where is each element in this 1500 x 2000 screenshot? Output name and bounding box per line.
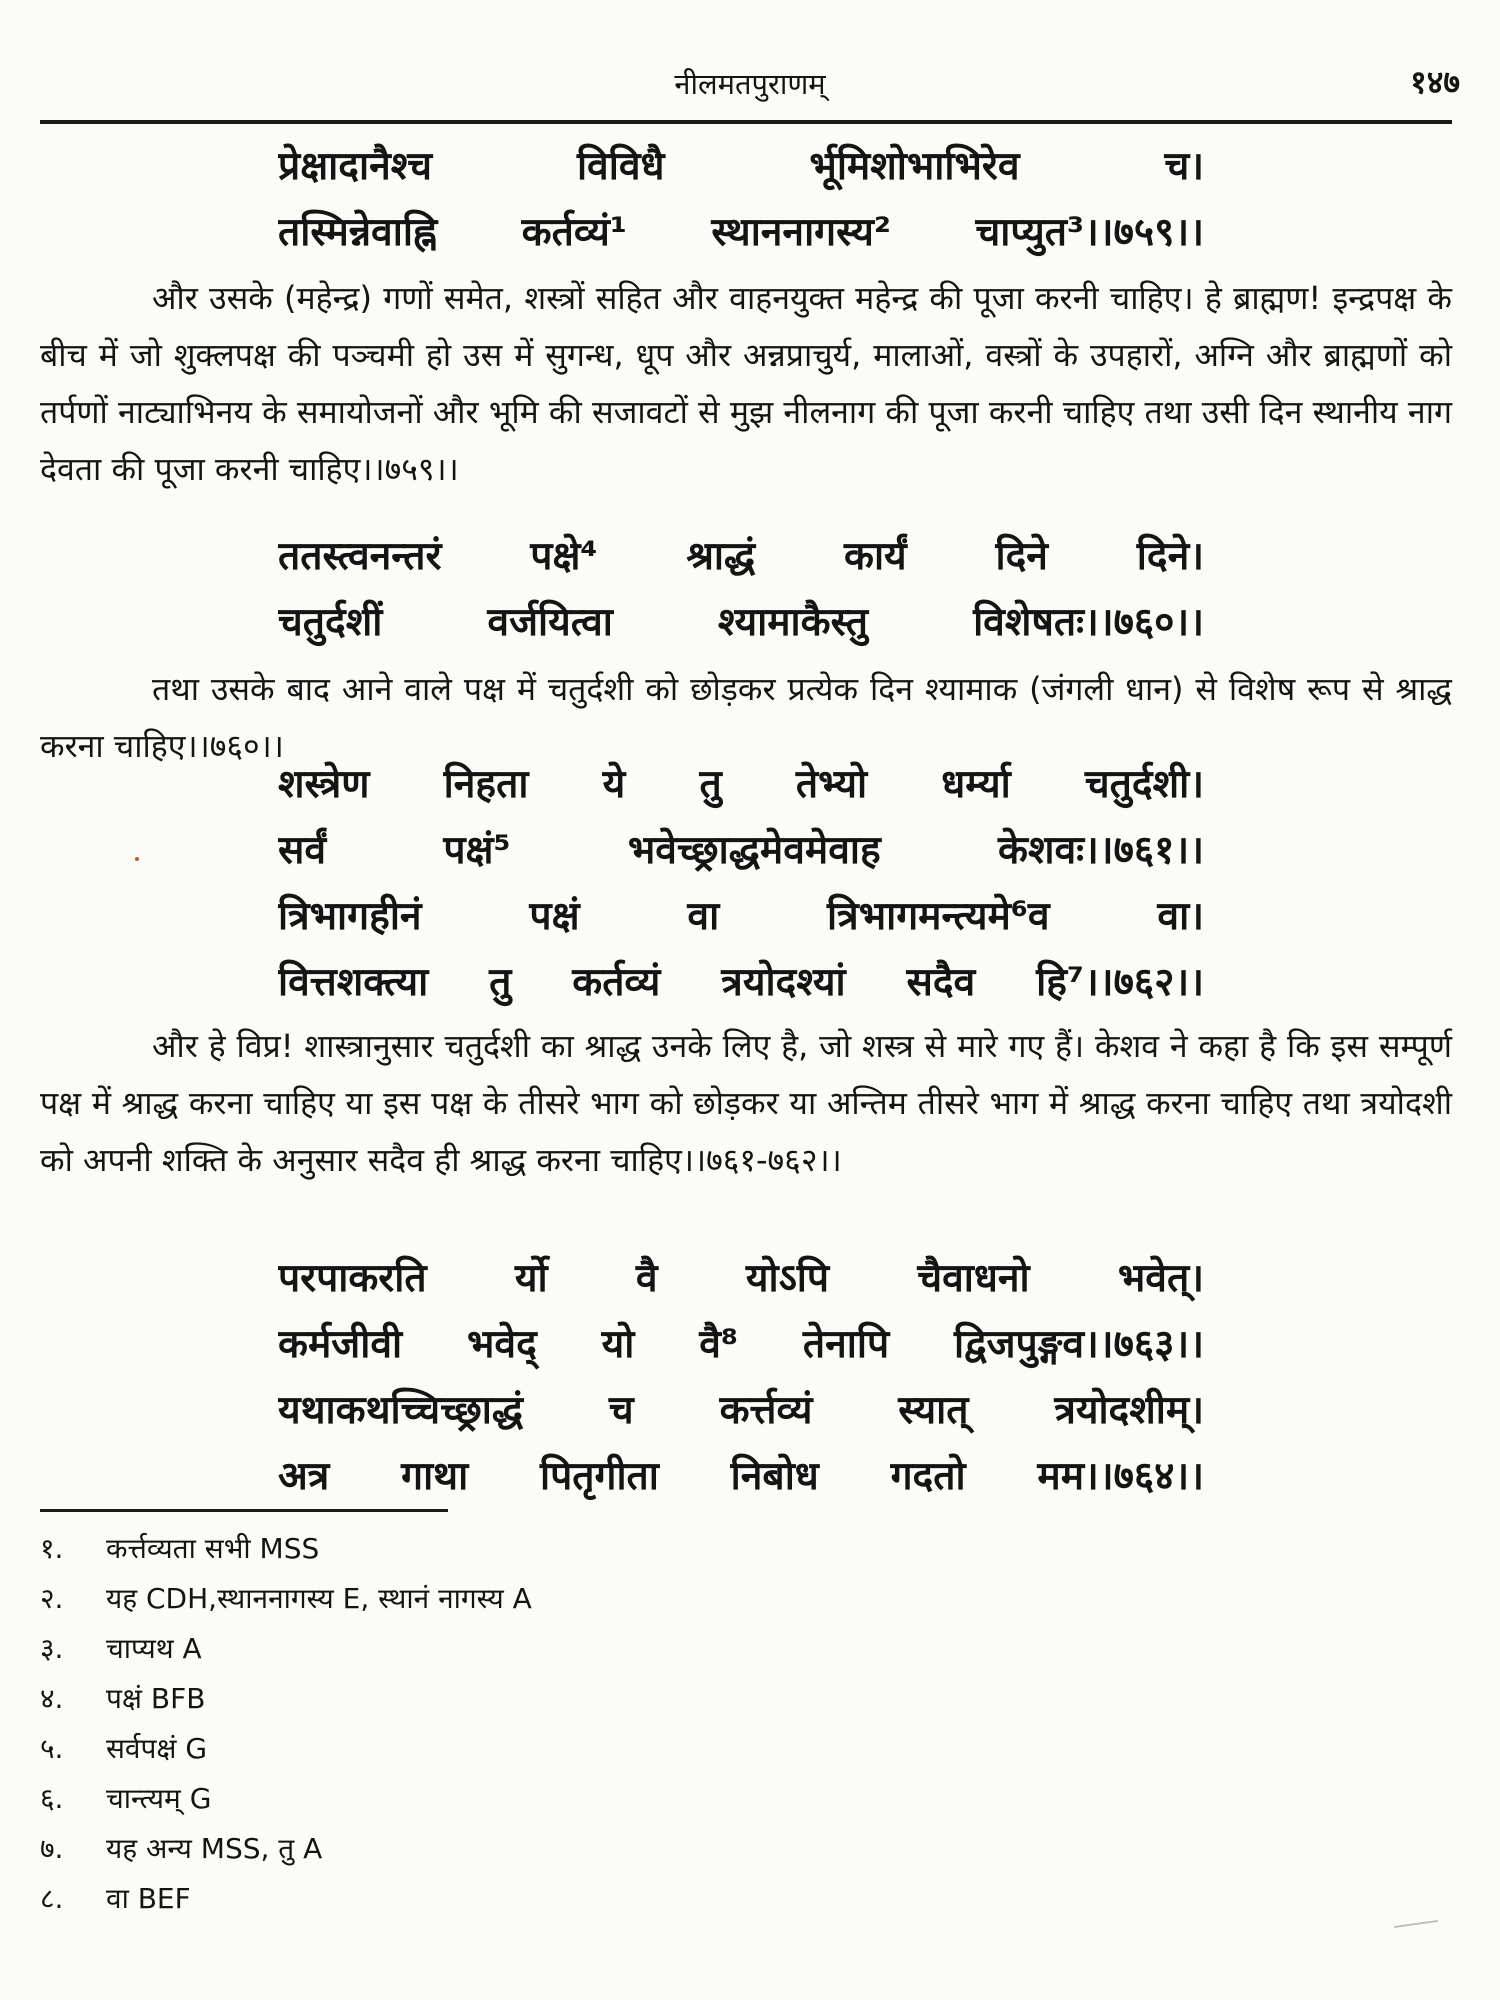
footnote-item — [40, 1524, 940, 1574]
verse-line: चतुर्दशीं वर्जयित्वा श्यामाकैस्तु विशेषतः।।७६०।। — [278, 600, 1204, 645]
footnote-number: ८. — [40, 1882, 64, 1915]
footnote-number: ३. — [40, 1632, 64, 1665]
verse-line: परपाकरति र्यो वै योऽपि चैवाधनो भवेत्। — [278, 1256, 1204, 1301]
verse-line: कर्मजीवी भवेद् यो वै⁸ तेनापि द्विजपुङ्गव।।७६३।। — [278, 1322, 1204, 1367]
footnote-item — [40, 1774, 940, 1824]
page-number: १४७ — [1410, 63, 1460, 101]
footnote-text: वा BEF — [106, 1882, 191, 1915]
running-title: नीलमतपुराणम् — [674, 67, 826, 101]
footnote-item — [40, 1824, 940, 1874]
footnote-text: यह CDH,स्थाननागस्य E, स्थानं नागस्य A — [106, 1582, 532, 1615]
verse-line: त्रिभागहीनं पक्षं वा त्रिभागमन्त्यमे⁶व वा। — [278, 894, 1204, 939]
footnote-number: ७. — [40, 1832, 64, 1865]
verse-760 — [278, 524, 1204, 656]
footnote-number: ६. — [40, 1782, 64, 1815]
verse-763-764 — [278, 1246, 1204, 1510]
footnote-item — [40, 1674, 940, 1724]
translation-760: तथा उसके बाद आने वाले पक्ष में चतुर्दशी को छोड़कर प्रत्येक दिन श्यामाक (जंगली धान) से विशेष रूप से श्राद्ध करना चाहिए।।७६०।। — [40, 670, 1452, 765]
verse-line: प्रेक्षादानैश्च विविधै र्भूमिशोभाभिरेव च। — [278, 144, 1204, 189]
verse-line: ततस्त्वनन्तरं पक्षे⁴ श्राद्धं कार्यं दिने दिने। — [278, 534, 1204, 579]
footnote-number: ४. — [40, 1682, 64, 1715]
footnote-number: २. — [40, 1582, 64, 1615]
footnote-item — [40, 1874, 940, 1924]
footnote-text: कर्त्तव्यता सभी MSS — [106, 1532, 320, 1565]
ink-speck — [135, 857, 139, 861]
verse-line: वित्तशक्त्या तु कर्तव्यं त्रयोदश्यां सदैव हि⁷।।७६२।। — [278, 960, 1204, 1005]
verse-line: सर्वं पक्षं⁵ भवेच्छ्राद्धमेवमेवाह केशवः।।७६१।। — [278, 828, 1204, 873]
footnote-item — [40, 1624, 940, 1674]
footnote-text: पक्षं BFB — [106, 1682, 206, 1715]
verse-line: तस्मिन्नेवाह्नि कर्तव्यं¹ स्थाननागस्य² चाप्युत³।।७५९।। — [278, 210, 1204, 255]
verse-759 — [278, 134, 1204, 266]
verse-line: यथाकथच्चिच्छ्राद्धं च कर्त्तव्यं स्यात् त्रयोदशीम्। — [278, 1388, 1204, 1433]
footnote-text: सर्वपक्षं G — [106, 1732, 208, 1765]
verse-line: शस्त्रेण निहता ये तु तेभ्यो धर्म्या चतुर्दशी। — [278, 762, 1204, 807]
footnote-rule — [40, 1509, 448, 1512]
footnote-text: चाप्यथ A — [106, 1632, 202, 1665]
footnote-item — [40, 1724, 940, 1774]
footnote-item — [40, 1574, 940, 1624]
footnote-number: १. — [40, 1532, 64, 1565]
footnote-number: ५. — [40, 1732, 64, 1765]
header-rule — [40, 120, 1452, 124]
pen-mark — [1394, 1920, 1438, 1928]
verse-line: अत्र गाथा पितृगीता निबोध गदतो मम।।७६४।। — [278, 1454, 1204, 1499]
verse-761-762 — [278, 752, 1204, 1016]
running-head — [40, 56, 1460, 116]
footnote-text: चान्त्यम् G — [106, 1782, 212, 1815]
translation-759: और उसके (महेन्द्र) गणों समेत, शस्त्रों सहित और वाहनयुक्त महेन्द्र की पूजा करनी चाहिए। हे ब्राह्मण! इन्द्रपक्ष के बीच में जो शुक्लपक्ष की पञ्चमी हो उस में सुगन्ध, धूप और अन्नप्राचुर्य, मालाओं, वस्त्रों के उपहारों, अग्नि और ब्राह्मणों को तर्पणों नाट्याभिनय के समायोजनों और भूमि की सजावटों से मुझ नीलनाग की पूजा करनी चाहिए तथा उसी दिन स्थानीय नाग देवता की पूजा करनी चाहिए।।७५९।। — [40, 279, 1452, 488]
footnotes — [40, 1524, 940, 1924]
translation-761-762: और हे विप्र! शास्त्रानुसार चतुर्दशी का श्राद्ध उनके लिए है, जो शस्त्र से मारे गए हैं। केशव ने कहा है कि इस सम्पूर्ण पक्ष में श्राद्ध करना चाहिए या इस पक्ष के तीसरे भाग को छोड़कर या अन्तिम तीसरे भाग में श्राद्ध करना चाहिए तथा त्रयोदशी को अपनी शक्ति के अनुसार सदैव ही श्राद्ध करना चाहिए।।७६१-७६२।। — [40, 1027, 1452, 1179]
footnote-text: यह अन्य MSS, तु A — [106, 1832, 323, 1865]
